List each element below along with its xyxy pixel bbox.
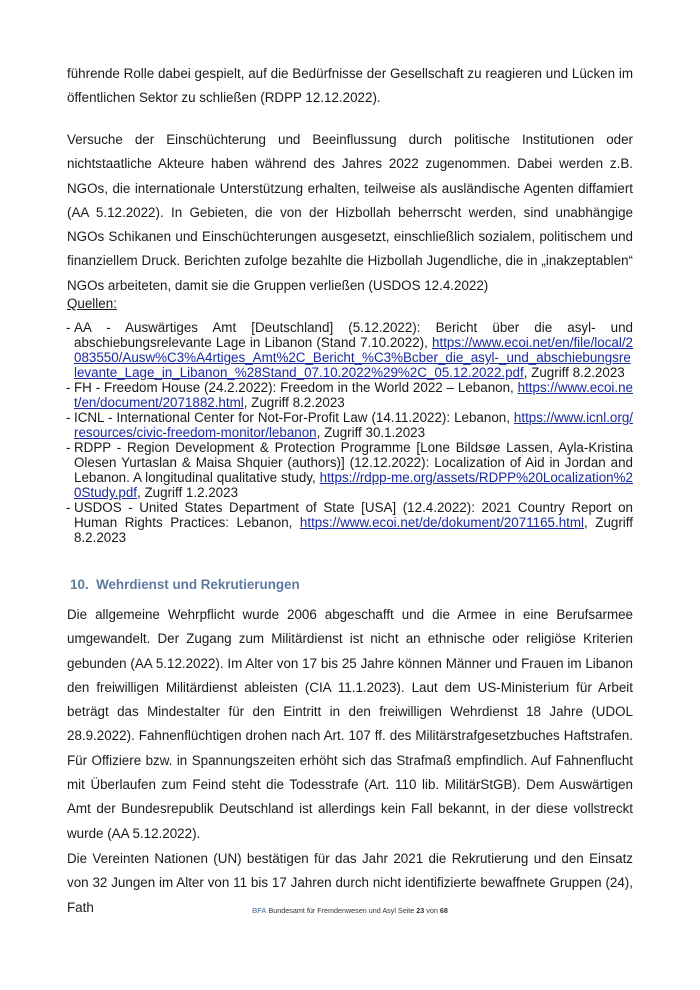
source-access-date: , Zugriff 8.2.2023 xyxy=(523,365,625,380)
source-text: RDPP - Region Development & Protection Programme [Lone Bildsøe Lassen, Ayla-Kristina Olesen Yurtaslan & Maisa Shquier (authors)] (12.12.2022): Localization of Aid in Jordan and Lebanon. A longitudinal qualitative study, xyxy=(74,440,633,485)
paragraph-military-service: Die allgemeine Wehrpflicht wurde 2006 abgeschafft und die Armee in eine Berufsarmee umgewandelt. Der Zugang zum Militärdienst ist nicht an ethnische oder religiöse Kriterien gebunden (AA 5.12.2022). Im Alter von 17 bis 25 Jahre können Männer und Frauen im Libanon den freiwilligen Militärdienst ableisten (CIA 11.1.2023). Laut dem US-Ministerium für Arbeit beträgt das Mindestalter für den Eintritt in den freiwilligen Wehrdienst 18 Jahre (UDOL 28.9.2022). Fahnenflüchtigen drohen nach Art. 107 ff. des Militärstrafgesetzbuches Haftstrafen. Für Offiziere bzw. in Spannungszeiten erhöht sich das Strafmaß empfindlich. Auf Fahnenflucht mit Überlaufen zum Feind steht die Todesstrafe (Art. 110 lib. MilitärStGB). Dem Auswärtigen Amt der Bundesrepublik Deutschland ist allerdings kein Fall bekannt, in der diese vollstreckt wurde (AA 5.12.2022). xyxy=(67,607,633,841)
source-text: USDOS - United States Department of State [USA] (12.4.2022): 2021 Country Report on Human Rights Practices: Lebanon, xyxy=(74,500,633,530)
source-item-usdos xyxy=(67,500,633,545)
footer-of: von xyxy=(426,906,438,915)
source-link-icnl[interactable]: https://www.icnl.org/resources/civic-freedom-monitor/lebanon xyxy=(74,410,633,440)
source-access-date: , Zugriff 30.1.2023 xyxy=(316,425,426,440)
bfa-logo: BFA xyxy=(252,906,267,915)
source-link-rdpp[interactable]: https://rdpp-me.org/assets/RDPP%20Localization%20Study.pdf xyxy=(74,470,633,500)
section-number: 10. xyxy=(70,577,89,592)
list-dash: - xyxy=(66,440,71,455)
source-text: AA - Auswärtiges Amt [Deutschland] (5.12.2022): Bericht über die asyl- und abschiebungsrelevante Lage in Libanon (Stand 7.10.2022), xyxy=(74,320,633,350)
list-dash: - xyxy=(66,320,71,335)
section-title: Wehrdienst und Rekrutierungen xyxy=(96,577,300,592)
list-dash: - xyxy=(66,380,71,395)
source-item-icnl xyxy=(67,410,633,440)
source-link-fh[interactable]: https://www.ecoi.net/en/document/2071882.html xyxy=(74,380,633,410)
page-number: 23 xyxy=(416,906,425,915)
source-item-aa xyxy=(67,320,633,380)
source-item-fh xyxy=(67,380,633,410)
source-access-date: , Zugriff 8.2.2023 xyxy=(74,515,633,545)
source-item-rdpp xyxy=(67,440,633,500)
source-link-aa[interactable]: https://www.ecoi.net/en/file/local/2083550/Ausw%C3%A4rtiges_Amt%2C_Bericht_%C3%Bcber_die_asyl-_und_abschiebungsrelevante_Lage_in_Libanon_%28Stand_07.10.2022%29%2C_05.12.2022.pdf xyxy=(74,335,633,380)
sources-list xyxy=(67,320,633,545)
sources-heading: Quellen: xyxy=(67,296,117,311)
source-text: FH - Freedom House (24.2.2022): Freedom in the World 2022 – Lebanon, xyxy=(74,380,518,395)
list-dash: - xyxy=(66,500,71,515)
list-dash: - xyxy=(66,410,71,425)
paragraph-intimidation: Versuche der Einschüchterung und Beeinflussung durch politische Institutionen oder nichtstaatliche Akteure haben während des Jahres 2022 zugenommen. Dabei werden z.B. NGOs, die internationale Unterstützung erhalten, teilweise als ausländische Agenten diffamiert (AA 5.12.2022). In Gebieten, die von der Hizbollah beherrscht werden, sind unabhängige NGOs Schikanen und Einschüchterungen ausgesetzt, einschließlich sozialem, politischem und finanziellem Druck. Berichten zufolge bezahlte die Hizbollah Jugendliche, die in „inakzeptablen“ NGOs arbeiteten, damit sie die Gruppen verließen (USDOS 12.4.2022) xyxy=(67,132,633,293)
section-heading xyxy=(70,577,300,592)
paragraph-un-recruitment: Die Vereinten Nationen (UN) bestätigen für das Jahr 2021 die Rekrutierung und den Einsatz von 32 Jungen im Alter von 11 bis 17 Jahren durch nicht identifizierte bewaffnete Gruppen (24), Fath xyxy=(67,851,633,915)
source-link-usdos[interactable]: https://www.ecoi.net/de/dokument/2071165.html xyxy=(299,515,585,530)
source-access-date: , Zugriff 8.2.2023 xyxy=(243,395,345,410)
page-total: 68 xyxy=(439,906,448,915)
source-text: ICNL - International Center for Not-For-Profit Law (14.11.2022): Lebanon, xyxy=(74,410,514,425)
page-footer xyxy=(0,906,700,915)
paragraph-ngo-role: führende Rolle dabei gespielt, auf die Bedürfnisse der Gesellschaft zu reagieren und Lücken im öffentlichen Sektor zu schließen (RDPP 12.12.2022). xyxy=(67,66,633,106)
footer-text: Bundesamt für Fremdenwesen und Asyl Seite xyxy=(268,906,415,915)
source-access-date: , Zugriff 1.2.2023 xyxy=(137,485,239,500)
